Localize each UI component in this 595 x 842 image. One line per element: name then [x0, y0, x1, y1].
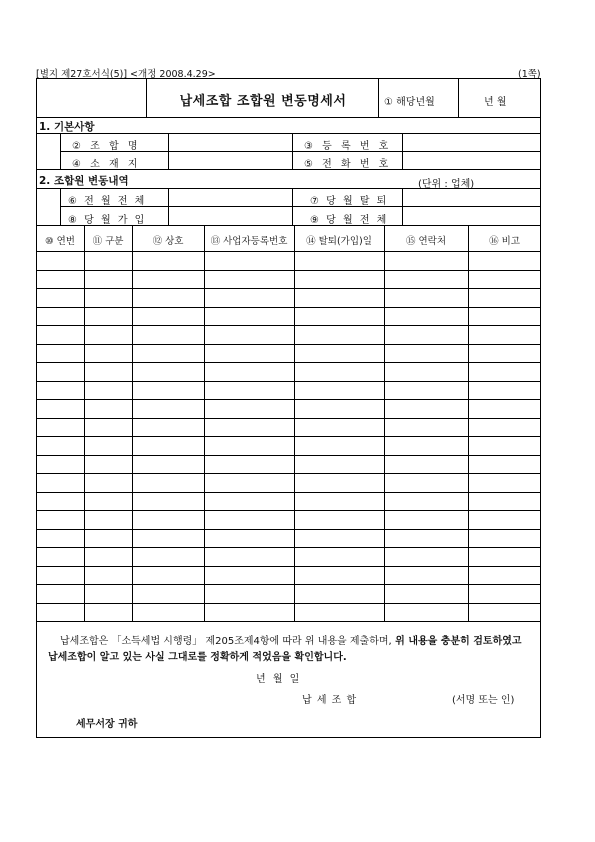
table-row[interactable] [36, 510, 541, 511]
table-column-divider [84, 225, 85, 621]
table-row[interactable] [36, 270, 541, 271]
col-header-date: ⑭ 탈퇴(가입)일 [306, 236, 372, 247]
table-row[interactable] [36, 399, 541, 400]
table-row[interactable] [36, 566, 541, 567]
year-month-label: ① 해당년월 [384, 97, 435, 108]
table-row[interactable] [36, 344, 541, 345]
table-row[interactable] [36, 584, 541, 585]
prev-month-total-label: ⑥ 전 월 전 체 [68, 196, 147, 207]
col-header-trade-name: ⑫ 상호 [152, 236, 184, 247]
declaration-text-1-bold: 위 내용을 충분히 검토하였고 [391, 636, 522, 647]
union-name-label: ② 조 합 명 [72, 141, 141, 152]
col-header-contact: ⑮ 연락처 [405, 236, 447, 247]
table-row[interactable] [36, 547, 541, 548]
registration-number-label: ③ 등 록 번 호 [304, 141, 392, 152]
table-column-divider [132, 225, 133, 621]
joined-label: ⑧ 당 월 가 입 [68, 215, 147, 226]
col-header-type: ⑪ 구분 [92, 236, 124, 247]
col-header-business-number: ⑬ 사업자등록번호 [210, 236, 288, 247]
col-header-remarks: ⑯ 비고 [489, 236, 520, 247]
table-row[interactable] [36, 603, 541, 604]
addressee: 세무서장 귀하 [76, 719, 138, 730]
table-column-divider [468, 225, 469, 621]
section1-heading: 1. 기본사항 [39, 121, 95, 133]
table-row[interactable] [36, 381, 541, 382]
signer-label: 납 세 조 합 [302, 695, 358, 706]
table-row[interactable] [36, 473, 541, 474]
table-column-divider [294, 225, 295, 621]
declaration-text-1: 납세조합은 「소득세법 시행령」 제205조제4항에 따라 위 내용을 제출하며, [60, 636, 392, 647]
signature-note[interactable]: (서명 또는 인) [452, 695, 515, 706]
col-header-seq: ⑩ 연번 [45, 236, 75, 247]
table-column-divider [384, 225, 385, 621]
table-row[interactable] [36, 418, 541, 419]
page-label: (1쪽) [518, 69, 541, 80]
table-row[interactable] [36, 288, 541, 289]
declaration-text-2: 납세조합이 알고 있는 사실 그대로를 정확하게 적었음을 확인합니다. [48, 652, 347, 663]
month-total-label: ⑨ 당 월 전 체 [310, 215, 389, 226]
table-row[interactable] [36, 251, 541, 252]
table-row[interactable] [36, 529, 541, 530]
phone-number-label: ⑤ 전 화 번 호 [304, 159, 392, 170]
location-label: ④ 소 재 지 [72, 159, 141, 170]
table-column-divider [204, 225, 205, 621]
section2-heading: 2. 조합원 변동내역 [39, 175, 129, 187]
table-row[interactable] [36, 307, 541, 308]
table-row[interactable] [36, 436, 541, 437]
table-row[interactable] [36, 455, 541, 456]
document-title: 납세조합 조합원 변동명세서 [179, 94, 347, 109]
withdrawal-label: ⑦ 당 월 탈 퇴 [310, 196, 389, 207]
table-row[interactable] [36, 492, 541, 493]
table-row[interactable] [36, 362, 541, 363]
date-field[interactable]: 년 월 일 [256, 674, 302, 685]
year-month-value[interactable]: 년 월 [484, 97, 507, 108]
form-reference: [별지 제27호서식(5)] <개정 2008.4.29> [36, 69, 216, 80]
table-row[interactable] [36, 325, 541, 326]
unit-label: (단위 : 업체) [418, 179, 475, 190]
